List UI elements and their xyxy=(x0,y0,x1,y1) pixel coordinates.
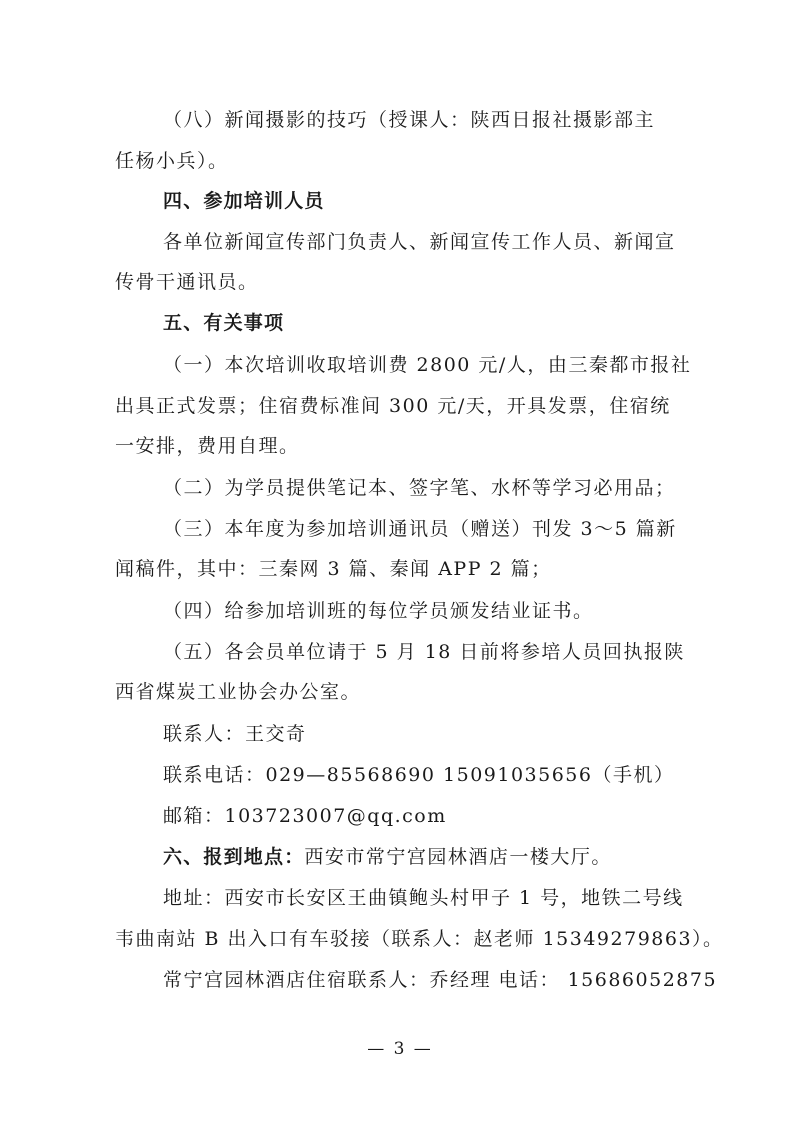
contact-phone: 联系电话：029—85568690 15091035656（手机） xyxy=(163,764,675,786)
item-3-line-2: 闻稿件，其中：三秦网 3 篇、秦闻 APP 2 篇； xyxy=(115,558,552,580)
item-1-line-3: 一安排，费用自理。 xyxy=(115,435,300,457)
item-4-line-1: （四）给参加培训班的每位学员颁发结业证书。 xyxy=(163,600,594,622)
contact-person: 联系人：王交奇 xyxy=(163,723,307,745)
contact-email: 邮箱：103723007@qq.com xyxy=(163,805,447,827)
section-6-heading: 六、报到地点： xyxy=(163,846,305,868)
section-4-line-1: 各单位新闻宣传部门负责人、新闻宣传工作人员、新闻宣 xyxy=(163,231,676,253)
item-1-line-1: （一）本次培训收取培训费 2800 元/人，由三秦都市报社 xyxy=(163,354,692,376)
section-5-heading: 五、有关事项 xyxy=(163,312,285,334)
section-4-heading: 四、参加培训人员 xyxy=(163,190,325,212)
item-2-line-1: （二）为学员提供笔记本、签字笔、水杯等学习必用品； xyxy=(163,477,676,499)
section-6-place: 西安市常宁宫园林酒店一楼大厅。 xyxy=(304,846,612,868)
section-4-line-2: 传骨干通讯员。 xyxy=(115,271,259,293)
item-3-line-1: （三）本年度为参加培训通讯员（赠送）刊发 3～5 篇新 xyxy=(163,518,677,540)
address-line-2: 韦曲南站 B 出入口有车驳接（联系人：赵老师 15349279863）。 xyxy=(115,928,724,950)
section-6-line xyxy=(163,845,685,869)
hotel-contact: 常宁宫园林酒店住宿联系人：乔经理 电话： 15686052875 xyxy=(163,969,718,991)
paragraph-item-8-line-1: （八）新闻摄影的技巧（授课人：陕西日报社摄影部主 xyxy=(163,109,656,131)
item-5-line-1: （五）各会员单位请于 5 月 18 日前将参培人员回执报陕 xyxy=(163,641,685,663)
address-line-1: 地址：西安市长安区王曲镇鲍头村甲子 1 号，地铁二号线 xyxy=(163,887,684,909)
item-1-line-2: 出具正式发票；住宿费标准间 300 元/天，开具发票，住宿统 xyxy=(115,395,671,417)
item-5-line-2: 西省煤炭工业协会办公室。 xyxy=(115,681,362,703)
page-number: — 3 — xyxy=(367,1039,433,1059)
paragraph-item-8-line-2: 任杨小兵）。 xyxy=(115,150,229,172)
